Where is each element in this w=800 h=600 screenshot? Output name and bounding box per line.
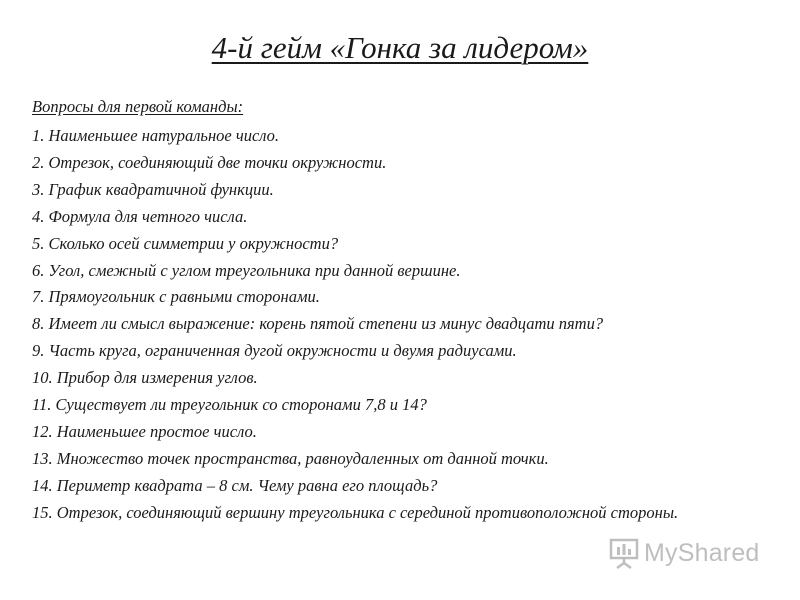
list-item: 11. Существует ли треугольник со сторонами 7,8 и 14? [32,395,427,415]
list-item: 3. График квадратичной функции. [32,179,274,199]
list-item: 6. Угол, смежный с углом треугольника при данной вершине. [32,260,461,280]
list-item: 7. Прямоугольник с равными сторонами. [32,287,320,307]
list-item: 1. Наименьшее натуральное число. [32,126,280,145]
list-item: 10. Прибор для измерения углов. [32,368,258,388]
watermark-logo [608,537,760,569]
list-item: 4. Формула для четного числа. [32,206,248,226]
list-item: 15. Отрезок, соединяющий вершину треугольника с серединой противоположной стороны. [32,502,679,522]
section-subtitle: Вопросы для первой команды: [32,97,244,116]
list-item: 8. Имеет ли смысл выражение: корень пятой степени из минус двадцати пяти? [32,314,604,334]
list-item: 5. Сколько осей симметрии у окружности? [32,233,339,253]
page-title-text: 4-й гейм «Гонка за лидером» [211,30,589,65]
list-item: 9. Часть круга, ограниченная дугой окружности и двумя радиусами. [32,341,517,361]
list-item: 13. Множество точек пространства, равноудаленных от данной точки. [32,448,549,468]
question-list [32,123,792,527]
page-title [0,28,800,68]
watermark-text: MyShared [644,538,760,567]
list-item: 14. Периметр квадрата – 8 см. Чему равна его площадь? [32,475,438,495]
presentation-board-icon [608,537,640,569]
list-item: 2. Отрезок, соединяющий две точки окружности. [32,152,387,172]
list-item: 12. Наименьшее простое число. [32,421,257,441]
